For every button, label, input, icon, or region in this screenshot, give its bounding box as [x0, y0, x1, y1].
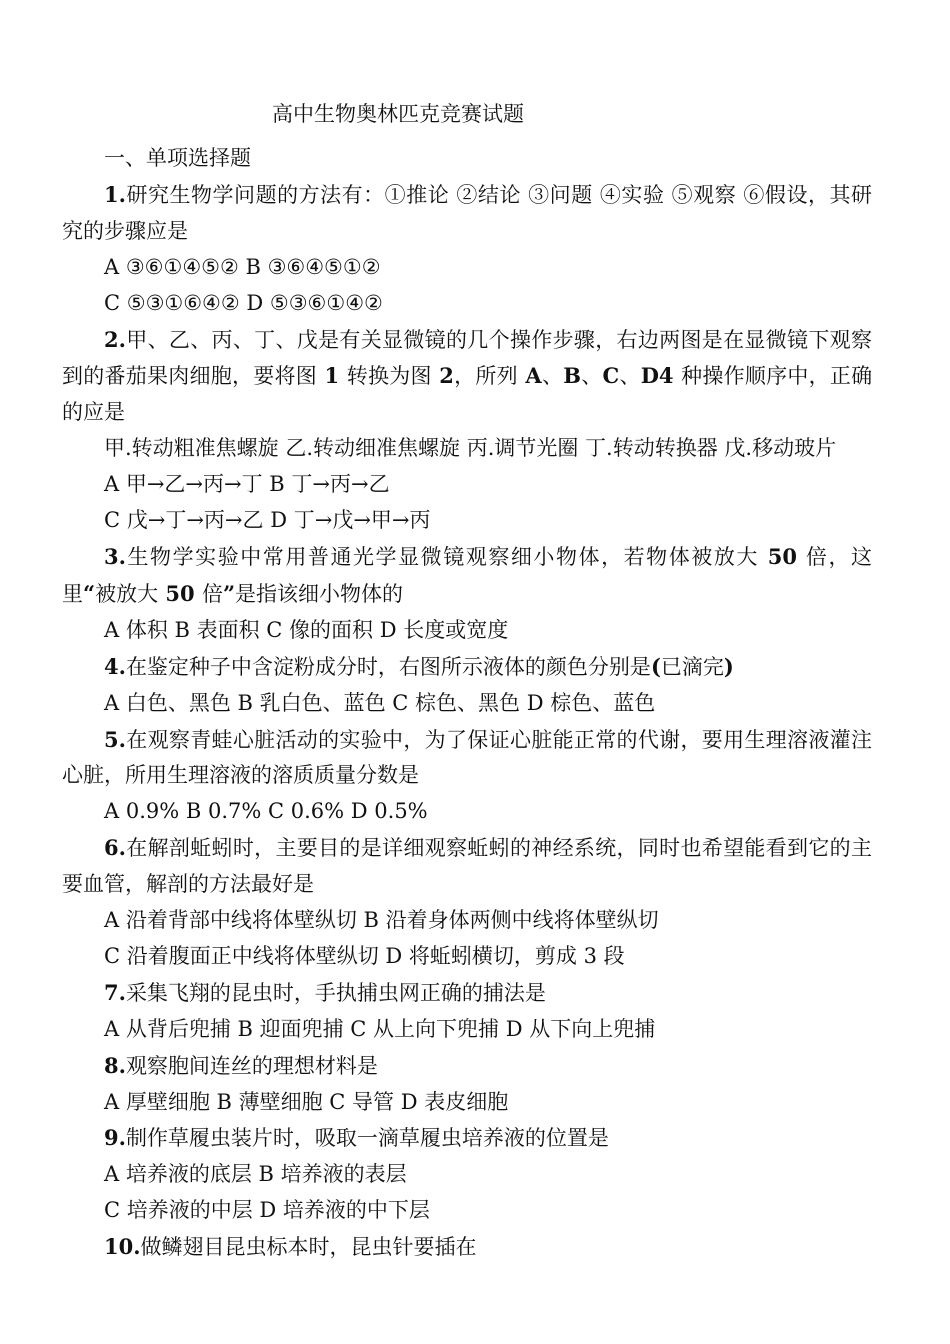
answer-options: C ⑤③①⑥④② D ⑤③⑥①④②	[104, 290, 383, 315]
answer-options: C 沿着腹面正中线将体壁纵切 D 将蚯蚓横切，剪成 3 段	[104, 943, 625, 968]
document-body	[62, 141, 872, 1266]
question-2	[62, 322, 872, 539]
answer-options: A 厚壁细胞 B 薄壁细胞 C 导管 D 表皮细胞	[104, 1089, 509, 1114]
answer-options: A ③⑥①④⑤② B ③⑥④⑤①②	[104, 254, 381, 279]
question-number: 3.	[104, 543, 126, 569]
question-stem: 3.生物学实验中常用普通光学显微镜观察细小物体，若物体被放大 50 倍，这里“被放大 50 倍”是指该细小物体的	[62, 543, 872, 606]
question-10	[62, 1229, 872, 1266]
operation-steps: 甲.转动粗准焦螺旋 乙.转动细准焦螺旋 丙.调节光圈 丁.转动转换器 戊.移动玻片	[104, 436, 837, 461]
question-number: 4.	[104, 653, 126, 679]
section-heading: 一、单项选择题	[104, 146, 251, 170]
question-8	[62, 1048, 872, 1121]
answer-options: C 培养液的中层 D 培养液的中下层	[104, 1198, 430, 1223]
answer-options: A 沿着背部中线将体壁纵切 B 沿着身体两侧中线将体壁纵切	[104, 908, 659, 933]
answer-options: A 从背后兜捕 B 迎面兜捕 C 从上向下兜捕 D 从下向上兜捕	[104, 1016, 656, 1041]
question-number: 1.	[104, 181, 126, 207]
question-3	[62, 539, 872, 649]
question-stem: 6.在解剖蚯蚓时，主要目的是详细观察蚯蚓的神经系统，同时也希望能看到它的主要血管，解剖的方法最好是	[62, 835, 872, 897]
question-number: 10.	[104, 1234, 141, 1260]
answer-options: A 甲→乙→丙→丁 B 丁→丙→乙	[104, 472, 390, 497]
question-number: 7.	[104, 979, 126, 1005]
question-stem: 9.制作草履虫装片时，吸取一滴草履虫培养液的位置是	[104, 1125, 609, 1151]
question-4	[62, 649, 872, 722]
answer-options: C 戊→丁→丙→乙 D 丁→戊→甲→丙	[104, 508, 431, 533]
question-7	[62, 975, 872, 1048]
question-stem: 10.做鳞翅目昆虫标本时，昆虫针要插在	[104, 1234, 477, 1260]
question-stem: 5.在观察青蛙心脏活动的实验中，为了保证心脏能正常的代谢，要用生理溶液灌注心脏，所用生理溶液的溶质质量分数是	[62, 726, 872, 788]
question-stem: 8.观察胞间连丝的理想材料是	[104, 1052, 378, 1078]
question-6	[62, 830, 872, 975]
question-5	[62, 722, 872, 831]
answer-options: A 白色、黑色 B 乳白色、蓝色 C 棕色、黑色 D 棕色、蓝色	[104, 690, 656, 715]
question-stem: 1.研究生物学问题的方法有：①推论 ②结论 ③问题 ④实验 ⑤观察 ⑥假设，其研究的步骤应是	[62, 181, 872, 243]
question-stem: 2.甲、乙、丙、丁、戊是有关显微镜的几个操作步骤，右边两图是在显微镜下观察到的番茄果肉细胞，要将图 1 转换为图 2，所列 A、B、C、D4 种操作顺序中，正确的应是	[62, 326, 873, 425]
question-number: 9.	[104, 1125, 126, 1151]
answer-options: A 体积 B 表面积 C 像的面积 D 长度或宽度	[104, 617, 509, 642]
question-number: 6.	[104, 835, 126, 861]
question-number: 5.	[104, 726, 126, 752]
question-number: 2.	[104, 326, 126, 352]
question-stem: 7.采集飞翔的昆虫时，手执捕虫网正确的捕法是	[104, 979, 546, 1005]
question-stem: 4.在鉴定种子中含淀粉成分时，右图所示液体的颜色分别是(已滴完)	[104, 653, 734, 679]
answer-options: A 培养液的底层 B 培养液的表层	[104, 1162, 407, 1187]
document-title: 高中生物奥林匹克竞赛试题	[272, 102, 524, 126]
question-1	[62, 177, 872, 322]
question-9	[62, 1120, 872, 1229]
answer-options: A 0.9% B 0.7% C 0.6% D 0.5%	[104, 799, 428, 824]
question-number: 8.	[104, 1052, 126, 1078]
